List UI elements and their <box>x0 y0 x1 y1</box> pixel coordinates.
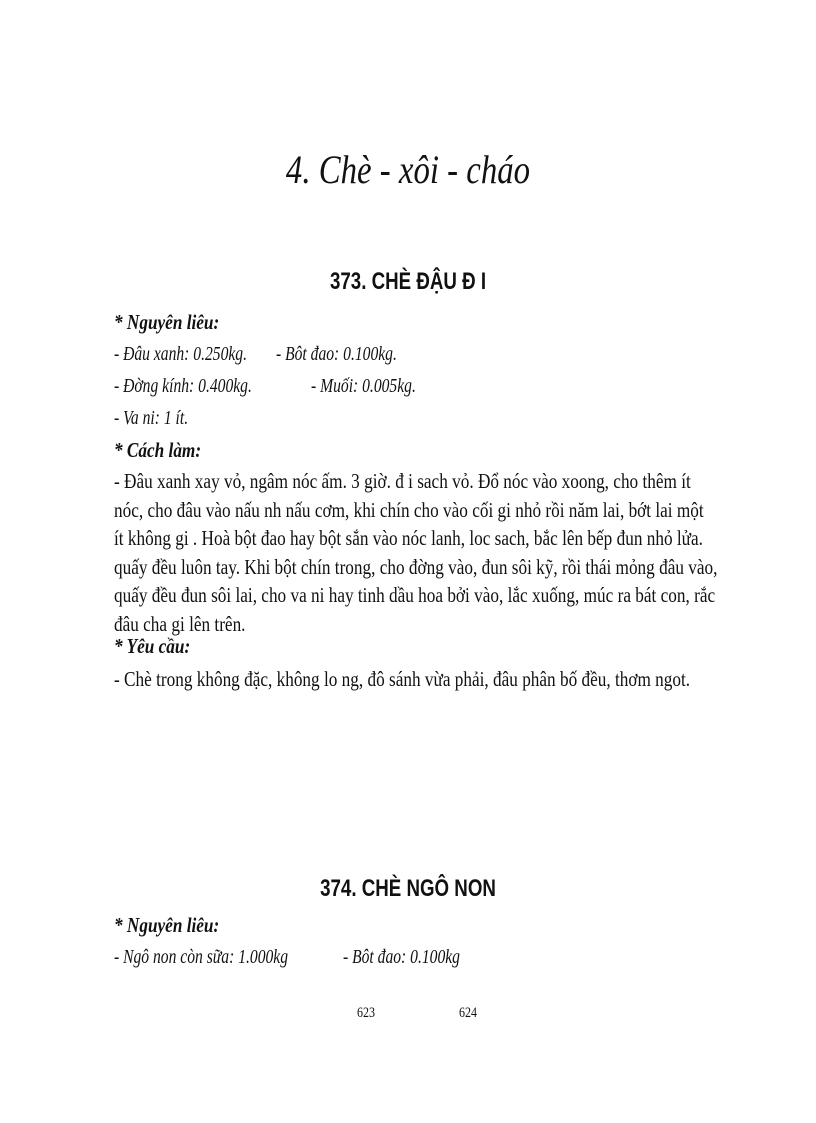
requirement-label: * Yêu cầu: <box>114 634 191 658</box>
method-line: - Đâu xanh xay vỏ, ngâm nóc ấm. 3 giờ. đ i sach vỏ. Đổ nóc vào xoong, cho thêm ít <box>114 469 691 493</box>
ingredients-label: * Nguyên liêu: <box>114 310 220 334</box>
ingredient-line: - Đờng kính: 0.400kg. <box>114 375 252 397</box>
ingredient-line: - Va ni: 1 ít. <box>114 407 189 429</box>
method-paragraph <box>114 467 734 639</box>
requirement-text <box>114 665 734 694</box>
method-line: quấy đều đun sôi lai, cho va ni hay tinh dầu hoa bởi vào, lắc xuống, múc ra bát con, rắc <box>114 583 716 608</box>
method-line: nóc, cho đâu vào nấu nh nấu cơm, khi chín cho vào cối gi nhỏ rồi năm lai, bớt lai một <box>114 497 704 522</box>
recipe-373-title: 373. CHÈ ĐẬU Đ I <box>329 268 487 295</box>
ingredient-line: - Bôt đao: 0.100kg. <box>276 343 397 365</box>
ingredient-line: - Muối: 0.005kg. <box>311 375 416 397</box>
ingredient-line: - Bôt đao: 0.100kg <box>343 946 460 968</box>
method-line: đâu cha gi lên trên. <box>114 611 246 636</box>
chapter-title: 4. Chè - xôi - cháo <box>285 147 531 192</box>
method-line: quấy đều luôn tay. Khi bột chín trong, cho đờng vào, đun sôi kỹ, rồi thái mỏng đâu vào, <box>114 554 718 579</box>
ingredients-label-2: * Nguyên liêu: <box>114 913 220 937</box>
ingredient-line: - Ngô non còn sữa: 1.000kg <box>114 946 289 968</box>
method-line: ít không gi . Hoà bột đao hay bột sắn vào nóc lanh, loc sach, bắc lên bếp đun nhỏ lửa. <box>114 526 703 551</box>
ingredient-line: - Đâu xanh: 0.250kg. <box>114 343 248 365</box>
page-number-left: 623 <box>357 1005 375 1021</box>
requirement-line: - Chè trong không đặc, không lo ng, đô sánh vừa phải, đâu phân bố đều, thơm ngot. <box>114 667 691 691</box>
recipe-374-title: 374. CHÈ NGÔ NON <box>320 875 496 902</box>
method-label: * Cách làm: <box>114 438 202 462</box>
page-number-right: 624 <box>459 1005 477 1021</box>
